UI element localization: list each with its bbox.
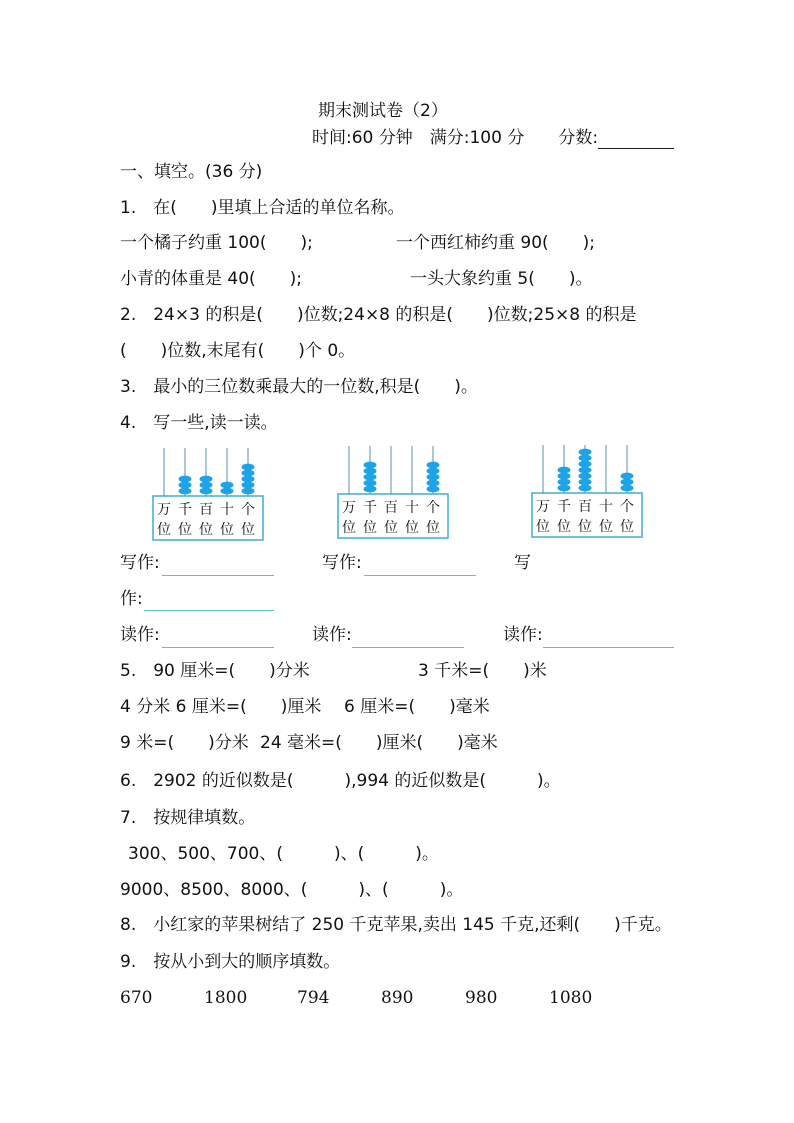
- place-label-top: 百: [578, 499, 592, 515]
- read-label-1: 读作:: [120, 625, 160, 645]
- abacus-bead: [179, 482, 192, 489]
- abacus-bead: [579, 449, 592, 456]
- q1-item-d: 一头大象约重 5( )。: [410, 269, 593, 289]
- place-label-top: 十: [599, 499, 613, 515]
- abacus-bead: [427, 468, 440, 475]
- place-label-bottom: 位: [557, 519, 571, 535]
- abacus-bead: [621, 485, 634, 492]
- abacus-bead: [364, 468, 377, 475]
- abacus-bead: [558, 479, 571, 486]
- place-label-bottom: 位: [342, 520, 356, 536]
- q7-stem: 7. 按规律填数。: [120, 808, 256, 828]
- place-label-top: 万: [342, 500, 356, 516]
- abacus-bead: [558, 485, 571, 492]
- write-blank-3[interactable]: [144, 610, 274, 611]
- place-label-bottom: 位: [578, 519, 592, 535]
- abacus-bead: [242, 464, 255, 471]
- abacus-svg: [337, 444, 449, 540]
- abacus-bead: [364, 480, 377, 487]
- place-label-bottom: 位: [199, 522, 213, 538]
- q9-number: 794: [297, 988, 330, 1008]
- q2-line2: ( )位数,末尾有( )个 0。: [120, 341, 356, 361]
- q9-stem: 9. 按从小到大的顺序填数。: [120, 952, 341, 972]
- place-label-top: 十: [405, 500, 419, 516]
- section-title: 一、填空。(36 分): [120, 162, 263, 182]
- place-label-top: 千: [363, 500, 377, 516]
- place-label-top: 个: [620, 499, 634, 515]
- abacus-bead: [364, 474, 377, 481]
- q7-seq-a: 300、500、700、( )、( )。: [128, 844, 439, 864]
- place-label-bottom: 位: [426, 520, 440, 536]
- q5-item-e: 9 米=( )分米: [120, 733, 249, 753]
- q1-item-b: 一个西红柿约重 90( );: [396, 233, 596, 253]
- abacus-bead: [242, 482, 255, 489]
- page-title: 期末测试卷（2）: [318, 101, 448, 121]
- abacus-1: [152, 446, 264, 546]
- read-label-2: 读作:: [312, 625, 352, 645]
- abacus-bead: [558, 467, 571, 474]
- abacus-bead: [558, 473, 571, 480]
- abacus-bead: [200, 476, 213, 483]
- read-blank-1[interactable]: [162, 647, 274, 648]
- exam-meta: 时间:60 分钟 满分:100 分 分数:: [312, 128, 599, 148]
- place-label-bottom: 位: [620, 519, 634, 535]
- q5-item-a: 5. 90 厘米=( )分米: [120, 661, 310, 681]
- abacus-bead: [579, 479, 592, 486]
- abacus-3: [531, 443, 643, 543]
- abacus-bead: [579, 473, 592, 480]
- abacus-bead: [179, 476, 192, 483]
- write-blank-2[interactable]: [364, 575, 476, 576]
- abacus-bead: [242, 476, 255, 483]
- place-label-bottom: 位: [536, 519, 550, 535]
- write-label-1: 写作:: [120, 553, 160, 573]
- q8-text: 8. 小红家的苹果树结了 250 千克苹果,卖出 145 千克,还剩( )千克。: [120, 915, 672, 935]
- place-label-top: 百: [384, 500, 398, 516]
- abacus-bead: [427, 480, 440, 487]
- place-label-bottom: 位: [220, 522, 234, 538]
- place-label-top: 个: [426, 500, 440, 516]
- abacus-bead: [242, 488, 255, 495]
- place-label-bottom: 位: [405, 520, 419, 536]
- abacus-bead: [579, 455, 592, 462]
- write-label-3a: 写: [514, 553, 531, 573]
- abacus-bead: [364, 462, 377, 469]
- q6-text: 6. 2902 的近似数是( ),994 的近似数是( )。: [120, 771, 561, 791]
- q3-text: 3. 最小的三位数乘最大的一位数,积是( )。: [120, 377, 478, 397]
- place-label-top: 千: [557, 499, 571, 515]
- abacus-bead: [621, 479, 634, 486]
- abacus-bead: [621, 473, 634, 480]
- abacus-bead: [364, 486, 377, 493]
- q9-number: 670: [120, 988, 153, 1008]
- read-blank-3[interactable]: [543, 647, 674, 648]
- place-label-top: 万: [536, 499, 550, 515]
- abacus-2: [337, 444, 449, 544]
- place-label-bottom: 位: [363, 520, 377, 536]
- q9-number: 1080: [549, 988, 593, 1008]
- abacus-bead: [200, 482, 213, 489]
- q1-item-a: 一个橘子约重 100( );: [120, 233, 313, 253]
- q1-item-c: 小青的体重是 40( );: [120, 269, 303, 289]
- place-label-bottom: 位: [157, 522, 171, 538]
- place-label-top: 百: [199, 502, 213, 518]
- abacus-bead: [579, 485, 592, 492]
- q9-number: 890: [381, 988, 414, 1008]
- write-label-3b: 作:: [120, 589, 143, 609]
- place-label-bottom: 位: [178, 522, 192, 538]
- place-label-top: 个: [241, 502, 255, 518]
- q5-item-d: 6 厘米=( )毫米: [344, 697, 490, 717]
- abacus-bead: [221, 488, 234, 495]
- place-label-top: 十: [220, 502, 234, 518]
- abacus-bead: [179, 488, 192, 495]
- q7-seq-b: 9000、8500、8000、( )、( )。: [120, 880, 464, 900]
- place-label-top: 万: [157, 502, 171, 518]
- abacus-bead: [427, 474, 440, 481]
- abacus-bead: [200, 488, 213, 495]
- q9-number: 980: [465, 988, 498, 1008]
- read-label-3: 读作:: [503, 625, 543, 645]
- place-label-bottom: 位: [599, 519, 613, 535]
- abacus-bead: [221, 482, 234, 489]
- write-blank-1[interactable]: [162, 575, 274, 576]
- q5-item-c: 4 分米 6 厘米=( )厘米: [120, 697, 322, 717]
- abacus-bead: [242, 470, 255, 477]
- abacus-bead: [579, 467, 592, 474]
- abacus-bead: [579, 461, 592, 468]
- write-label-2: 写作:: [322, 553, 362, 573]
- abacus-bead: [427, 486, 440, 493]
- place-label-bottom: 位: [384, 520, 398, 536]
- read-blank-2[interactable]: [352, 647, 464, 648]
- place-label-top: 千: [178, 502, 192, 518]
- q1-stem: 1. 在( )里填上合适的单位名称。: [120, 198, 405, 218]
- abacus-bead: [427, 462, 440, 469]
- abacus-svg: [152, 446, 264, 542]
- q5-item-f: 24 毫米=( )厘米( )毫米: [260, 733, 498, 753]
- abacus-svg: [531, 443, 643, 539]
- q5-item-b: 3 千米=( )米: [418, 661, 547, 681]
- score-blank[interactable]: [598, 148, 674, 149]
- q9-number: 1800: [204, 988, 248, 1008]
- place-label-bottom: 位: [241, 522, 255, 538]
- q2-line1: 2. 24×3 的积是( )位数;24×8 的积是( )位数;25×8 的积是: [120, 305, 637, 325]
- q4-stem: 4. 写一些,读一读。: [120, 413, 278, 433]
